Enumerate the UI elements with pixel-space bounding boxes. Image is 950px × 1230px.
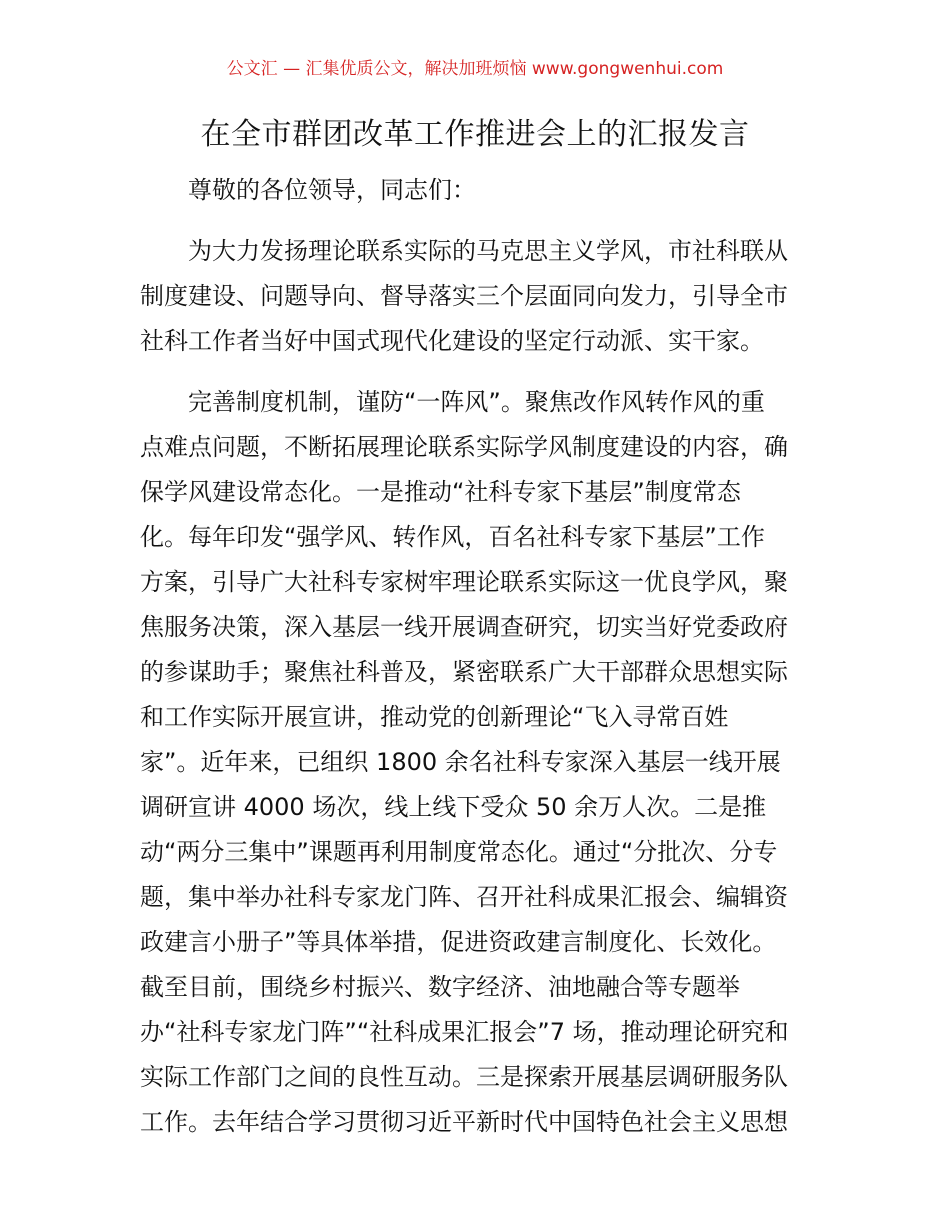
paragraph-line: 家”。近年来，已组织 1800 余名社科专家深入基层一线开展 [140,748,781,776]
paragraph-line: 工作。去年结合学习贯彻习近平新时代中国特色社会主义思想 [140,1108,788,1136]
paragraph-line: 题，集中举办社科专家龙门阵、召开社科成果汇报会、编辑资 [140,883,788,911]
paragraph-line: 方案，引导广大社科专家树牢理论联系实际这一优良学风，聚 [140,568,788,596]
salutation: 尊敬的各位领导，同志们： [188,176,476,204]
paragraph-line: 制度建设、问题导向、督导落实三个层面同向发力，引导全市 [140,282,788,310]
page-title: 在全市群团改革工作推进会上的汇报发言 [200,117,750,152]
paragraph-line: 化。每年印发“强学风、转作风，百名社科专家下基层”工作 [140,523,765,551]
paragraph-line: 完善制度机制，谨防“一阵风”。聚焦改作风转作风的重 [188,388,765,416]
document-body [140,168,820,1145]
paragraph-line: 点难点问题，不断拓展理论联系实际学风制度建设的内容，确 [140,433,788,461]
paragraph-line: 动“两分三集中”课题再利用制度常态化。通过“分批次、分专 [140,838,778,866]
paragraph-line: 为大力发扬理论联系实际的马克思主义学风，市社科联从 [188,237,788,265]
paragraph-line: 截至目前，围绕乡村振兴、数字经济、油地融合等专题举 [140,973,740,1001]
paragraph-line: 保学风建设常态化。一是推动“社科专家下基层”制度常态 [140,478,741,506]
paragraph-line: 社科工作者当好中国式现代化建设的坚定行动派、实干家。 [140,327,764,355]
paragraph-line: 和工作实际开展宣讲，推动党的创新理论“飞入寻常百姓 [140,703,729,731]
paragraph-line: 政建言小册子”等具体举措，促进资政建言制度化、长效化。 [140,928,777,956]
paragraph-line: 办“社科专家龙门阵”“社科成果汇报会”7 场，推动理论研究和 [140,1018,789,1046]
paragraph-1 [140,229,820,364]
paragraph-line: 的参谋助手；聚焦社科普及，紧密联系广大干部群众思想实际 [140,658,788,686]
watermark-header[interactable]: 公文汇 — 汇集优质公文，解决加班烦恼 www.gongwenhui.com [226,59,724,79]
paragraph-2 [140,380,820,1145]
paragraph-line: 实际工作部门之间的良性互动。三是探索开展基层调研服务队 [140,1063,788,1091]
paragraph-line: 调研宣讲 4000 场次，线上线下受众 50 余万人次。二是推 [140,793,767,821]
paragraph-gap [140,213,820,229]
paragraph-gap [140,364,820,380]
paragraph-line: 焦服务决策，深入基层一线开展调查研究，切实当好党委政府 [140,613,788,641]
